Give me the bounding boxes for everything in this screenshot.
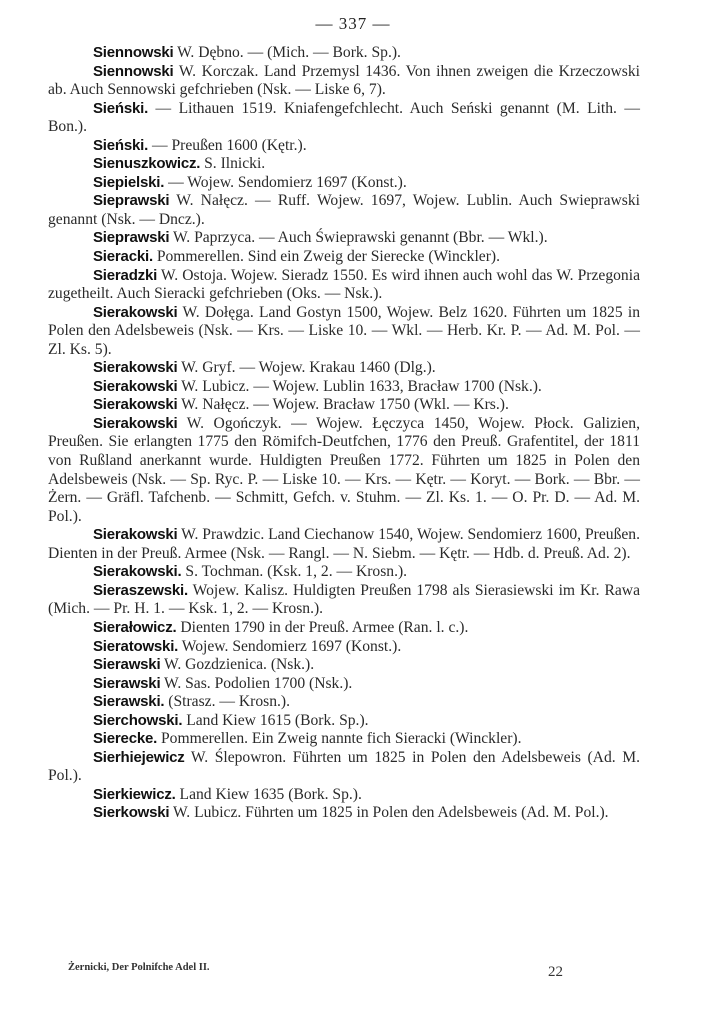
entry: [48, 359, 640, 378]
entry: [48, 619, 640, 638]
entry: [48, 526, 640, 563]
entry-name: Siennowski: [93, 44, 174, 61]
entry-name: Sierałowicz.: [93, 618, 177, 636]
entry: [48, 100, 640, 137]
entry-name: Sierakowski: [93, 303, 178, 321]
entry-name: Sierakowski: [93, 526, 178, 544]
entry: [48, 155, 640, 174]
entry-text: — Lithauen 1519. Kniafengefchlecht. Auch Seński genannt (M. Lith. — Bon.).: [48, 99, 640, 136]
entry: [48, 378, 640, 397]
entry-text: Land Kiew 1635 (Bork. Sp.).: [175, 785, 362, 803]
entry: [48, 415, 640, 526]
entry-name: Sieraszewski.: [93, 581, 188, 599]
entry: [48, 656, 640, 675]
entry-name: Sieprawski: [93, 192, 170, 210]
entry: [48, 804, 640, 823]
entry-text: W. Ostoja. Wojew. Sieradz 1550. Es wird ihnen auch wohl das W. Przegonia zugetheilt. Auch Sieracki gefchrieben (Oks. — Nsk.).: [48, 266, 640, 303]
entry-name: Sierkowski: [93, 804, 170, 822]
entry-text: W. Lubicz. — Wojew. Lublin 1633, Bracław 1700 (Nsk.).: [177, 377, 542, 395]
entry: [48, 693, 640, 712]
entry-name: Sieński.: [93, 99, 149, 117]
entry: [48, 248, 640, 267]
entry-name: Sierakowski: [93, 377, 178, 395]
footer-signature: 22: [548, 964, 563, 980]
entry-name: Siennowski: [93, 62, 174, 80]
entry-text: W. Nałęcz. — Wojew. Bracław 1750 (Wkl. — Krs.).: [177, 396, 509, 414]
entry-text: — Wojew. Sendomierz 1697 (Konst.).: [164, 173, 407, 191]
entry: [48, 786, 640, 805]
entry-text: W. Ślepowron. Führten um 1825 in Polen den Adelsbeweis (Ad. M. Pol.).: [48, 748, 640, 785]
entry-text: W. Nałęcz. — Ruff. Wojew. 1697, Wojew. Lublin. Auch Swieprawski genannt (Nsk. — Dncz.).: [48, 192, 640, 228]
entry-text: W. Korczak. Land Przemysl 1436. Von ihnen zweigen die Krzeczowski ab. Auch Sennowski gefchrieben (Nsk. — Liske 6, 7).: [48, 62, 640, 99]
entry-name: Sierakowski: [93, 396, 178, 414]
entry-name: Sierawski.: [93, 693, 165, 711]
entry-text: (Strasz. — Krosn.).: [164, 693, 290, 711]
entry-name: Sierecke.: [93, 730, 158, 748]
entry: [48, 730, 640, 749]
entry-name: Sieracki.: [93, 248, 153, 266]
entry-text: W. Paprzyca. — Auch Świeprawski genannt (Bbr. — Wkl.).: [169, 229, 548, 247]
entry: [48, 229, 640, 248]
entry-text: Wojew. Sendomierz 1697 (Konst.).: [178, 637, 402, 655]
entry-name: Sierawski: [93, 674, 161, 692]
entry-name: Siepielski.: [93, 173, 165, 191]
entry-name: Sierawski: [93, 656, 161, 674]
entry-name: Sierakowski: [93, 414, 178, 432]
entry-name: Sierakowski: [93, 359, 178, 377]
entry-text: Wojew. Kalisz. Huldigten Preußen 1798 als Sierasiewski im Kr. Rawa (Mich. — Pr. H. 1. — Ksk. 1, 2. — Krosn.).: [48, 581, 640, 618]
footer-source: Żernicki, Der Polnifche Adel II.: [68, 962, 210, 973]
entry: [48, 44, 640, 63]
entry-name: Sieński.: [93, 136, 149, 154]
entry-text: S. Tochman. (Ksk. 1, 2. — Krosn.).: [181, 563, 408, 581]
entry-text: W. Ogończyk. — Wojew. Łęczyca 1450, Wojew. Płock. Galizien, Preußen. Sie erlangten 1775 den Römifch-Deutfchen, 1776 den Preuß. Grafentitel, der 1811 von Rußland anerkannt wurde. Huldigten Preußen 1772. Führten um 1825 in Polen den Adelsbeweis (Nsk. — Sp. Ryc. P. — Liske 10. — Krs. — Kętr. — Koryt. — Bork. — Bbr. — Żern. — Gräfl. Tafchenb. — Schmitt, Gefch. v. Stuhm. — Zl. Ks. 1. — O. Pr. D. — Ad. M. Pol.).: [48, 414, 640, 525]
entry-text: Land Kiew 1615 (Bork. Sp.).: [182, 711, 369, 729]
entry: [48, 304, 640, 360]
entry-text: Pommerellen. Ein Zweig nannte fich Sieracki (Winckler).: [157, 730, 522, 748]
entry-text: W. Gryf. — Wojew. Krakau 1460 (Dlg.).: [177, 359, 436, 377]
entry-text: W. Prawdzic. Land Ciechanow 1540, Wojew. Sendomierz 1600, Preußen. Dienten in der Preuß. Armee (Nsk. — Rangl. — N. Siebm. — Kętr. — Hdb. d. Preuß. Ad. 2).: [48, 526, 640, 562]
entry-text: W. Dębno. — (Mich. — Bork. Sp.).: [173, 44, 401, 61]
entry: [48, 396, 640, 415]
entry: [48, 675, 640, 694]
entry-text: Pommerellen. Sind ein Zweig der Sierecke (Winckler).: [152, 248, 501, 266]
page-number: — 337 —: [315, 14, 391, 33]
entry-list: [48, 44, 640, 823]
entry: [48, 749, 640, 786]
entry-name: Sieradzki: [93, 266, 158, 284]
entry: [48, 192, 640, 229]
entry-text: — Preußen 1600 (Kętr.).: [148, 136, 307, 154]
entry: [48, 582, 640, 619]
entry-name: Sierchowski.: [93, 711, 183, 729]
entry: [48, 712, 640, 731]
entry-name: Sieratowski.: [93, 637, 179, 655]
entry-text: S. Ilnicki.: [200, 155, 266, 173]
entry-name: Sienuszkowicz.: [93, 155, 201, 173]
entry-text: Dienten 1790 in der Preuß. Armee (Ran. l. c.).: [176, 618, 469, 636]
entry: [48, 174, 640, 193]
entry: [48, 137, 640, 156]
entry-name: Sierakowski.: [93, 563, 182, 581]
entry-text: W. Gozdzienica. (Nsk.).: [160, 656, 315, 674]
entry-name: Sieprawski: [93, 229, 170, 247]
entry: [48, 267, 640, 304]
entry-name: Sierhiejewicz: [93, 748, 185, 766]
entry-name: Sierkiewicz.: [93, 785, 176, 803]
entry-text: W. Dołęga. Land Gostyn 1500, Wojew. Belz 1620. Führten um 1825 in Polen den Adelsbeweis (Nsk. — Krs. — Liske 10. — Wkl. — Herb. Kr. P. — Ad. M. Pol. — Zl. Ks. 5).: [48, 303, 640, 358]
entry: [48, 563, 640, 582]
entry: [48, 63, 640, 100]
entry: [48, 638, 640, 657]
entry-text: W. Sas. Podolien 1700 (Nsk.).: [160, 674, 353, 692]
entry-text: W. Lubicz. Führten um 1825 in Polen den Adelsbeweis (Ad. M. Pol.).: [169, 804, 609, 822]
